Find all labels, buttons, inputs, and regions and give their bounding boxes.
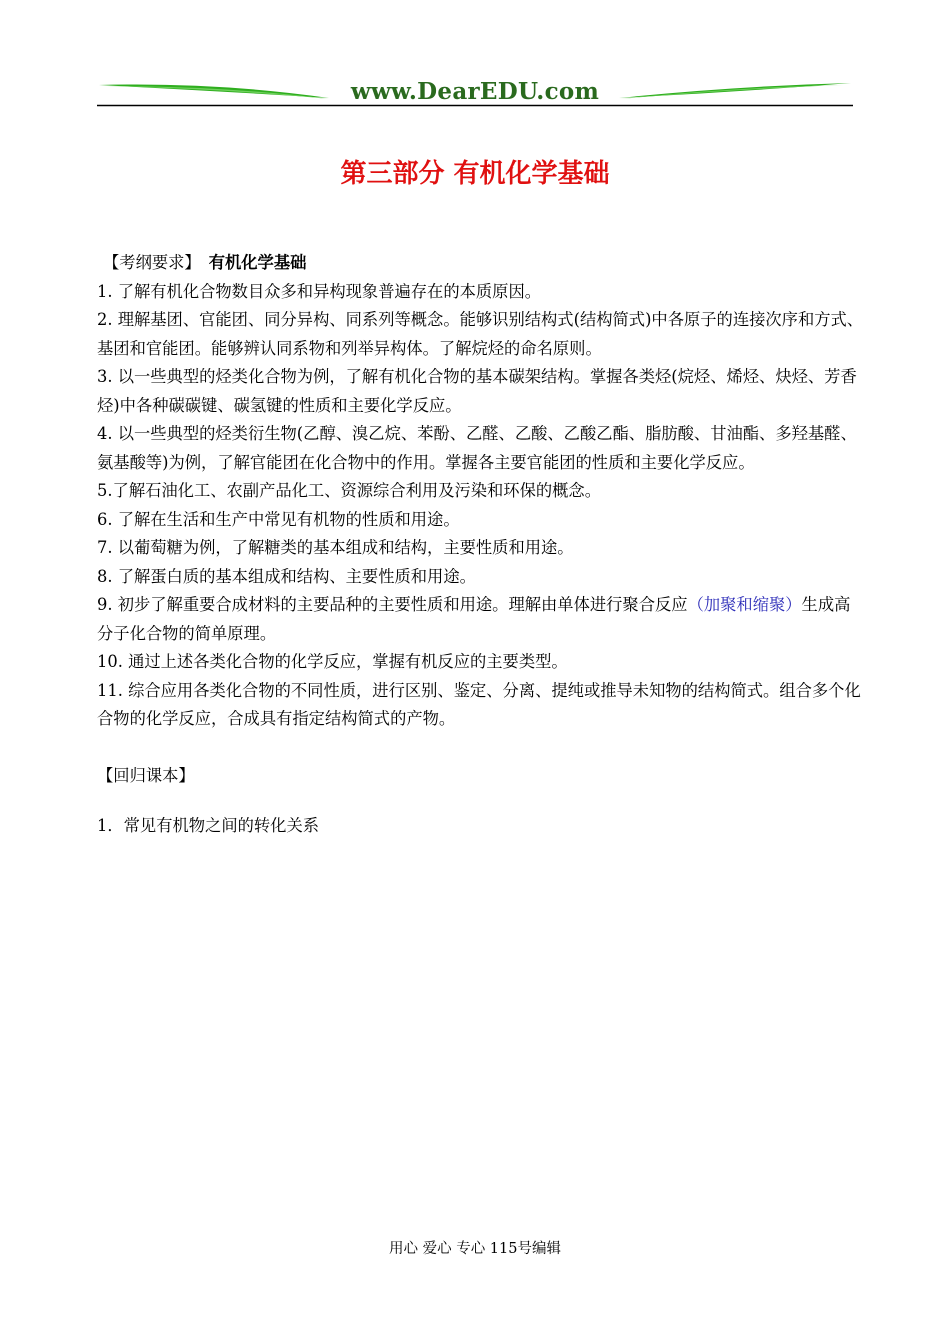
- requirement-item-5: 5.了解石油化工、农副产品化工、资源综合利用及污染和环保的概念。: [97, 481, 601, 500]
- requirement-item-1: 1. 了解有机化合物数目众多和异构现象普遍存在的本质原因。: [97, 281, 542, 301]
- requirements-topic: 有机化学基础: [208, 253, 307, 272]
- requirements-label: 【考纲要求】: [103, 253, 201, 272]
- requirements-heading: [97, 249, 865, 278]
- review-heading: 【回归课本】: [97, 765, 195, 785]
- requirement-item-4: 4. 以一些典型的烃类衍生物(乙醇、溴乙烷、苯酚、乙醛、乙酸、乙酸乙酯、脂肪酸、甘油酯、多羟基醛、氨基酸等)为例，了解官能团在化合物中的作用。掌握各主要官能团的性质和主要化学反应。: [97, 424, 857, 472]
- requirement-item-3: 3. 以一些典型的烃类化合物为例，了解有机化合物的基本碳架结构。掌握各类烃(烷烃、烯烃、炔烃、芳香烃)中各种碳碳键、碳氢键的性质和主要化学反应。: [97, 367, 857, 415]
- item-9-text-after: 生成高分子化合物的简单原理。: [97, 595, 851, 643]
- requirement-item-7: 7. 以葡萄糖为例，了解糖类的基本组成和结构，主要性质和用途。: [97, 538, 574, 557]
- site-header: [97, 74, 853, 110]
- requirement-item-11: 11. 综合应用各类化合物的不同性质，进行区别、鉴定、分离、提纯或推导未知物的结构简式。组合多个化合物的化学反应，合成具有指定结构简式的产物。: [97, 680, 861, 728]
- item-9-text-before: 9. 初步了解重要合成材料的主要品种的主要性质和用途。理解由单体进行聚合反应: [97, 595, 688, 614]
- section-spacer-2: [97, 790, 865, 812]
- requirement-item-9: [97, 591, 865, 648]
- main-content: [97, 249, 865, 841]
- page-title: 第三部分 有机化学基础: [340, 159, 610, 189]
- page-footer: 用心 爱心 专心 115号编辑: [388, 1241, 561, 1257]
- requirement-item-8: 8. 了解蛋白质的基本组成和结构、主要性质和用途。: [97, 566, 476, 586]
- item-9-highlight: （加聚和缩聚）: [687, 595, 802, 614]
- review-item-1: 1．常见有机物之间的转化关系: [97, 816, 320, 835]
- requirement-item-2: 2. 理解基团、官能团、同分异构、同系列等概念。能够识别结构式(结构简式)中各原子的连接次序和方式、基团和官能团。能够辨认同系物和列举异构体。了解烷烃的命名原则。: [97, 310, 864, 358]
- site-logo-text: www.DearEDU.com: [350, 78, 600, 105]
- requirement-item-6: 6. 了解在生活和生产中常见有机物的性质和用途。: [97, 509, 460, 529]
- requirement-item-10: 10. 通过上述各类化合物的化学反应，掌握有机反应的主要类型。: [97, 652, 568, 671]
- section-spacer: [97, 734, 865, 762]
